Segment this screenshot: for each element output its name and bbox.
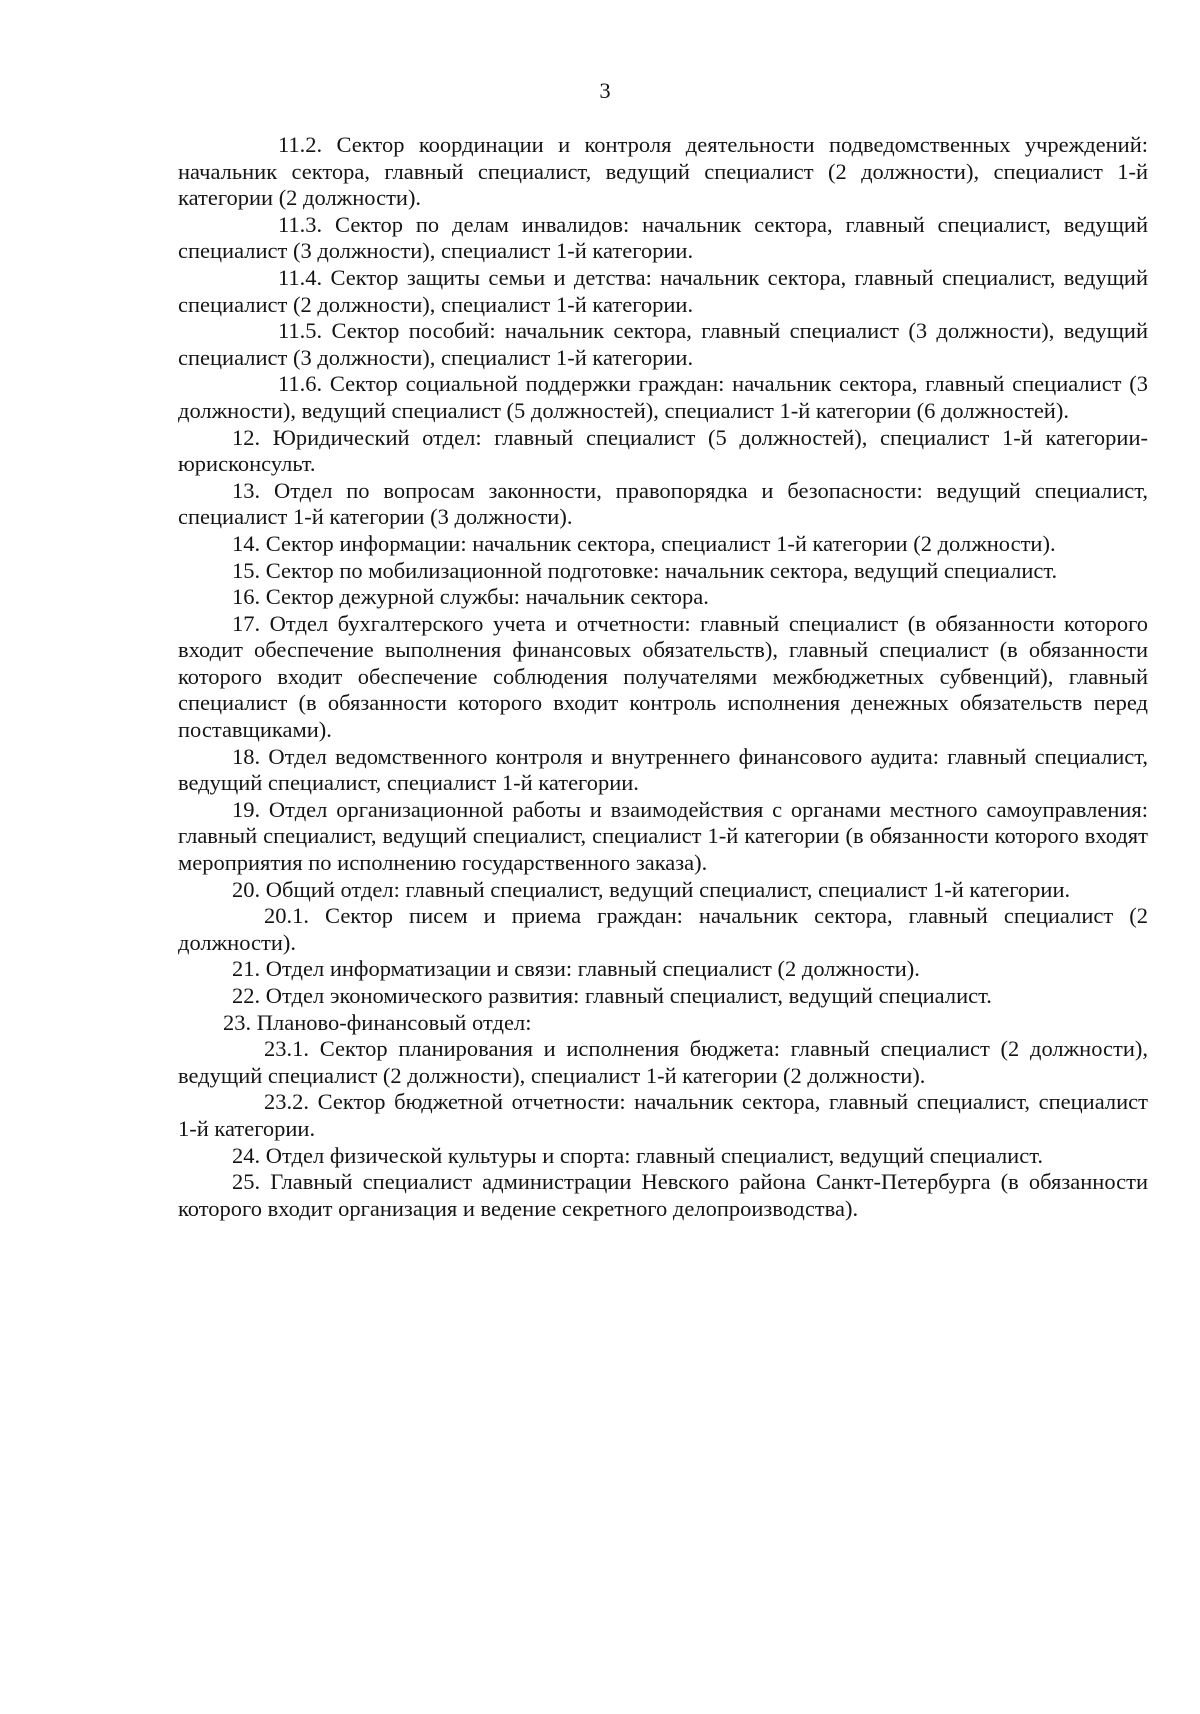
paragraph-22: 22. Отдел экономического развития: главный специалист, ведущий специалист.: [232, 983, 992, 1008]
paragraph-25: 25. Главный специалист администрации Невского района Санкт-Петербурга (в обязанности которого входит организация и ведение секретного делопроизводства).: [178, 1169, 1148, 1221]
paragraph-14: 14. Сектор информации: начальник сектора, специалист 1-й категории (2 должности).: [232, 530, 1056, 556]
paragraph-20: 20. Общий отдел: главный специалист, ведущий специалист, специалист 1-й категории.: [232, 876, 1071, 902]
paragraph-11-6: 11.6. Сектор социальной поддержки граждан: начальник сектора, главный специалист (3 должности), ведущий специалист (5 должностей), специалист 1-й категории (6 должностей).: [178, 371, 1148, 423]
paragraph-11-2: 11.2. Сектор координации и контроля деятельности подведомственных учреждений: начальник сектора, главный специалист, ведущий специалист (2 должности), специалист 1-й категории (2 должности).: [178, 132, 1148, 211]
paragraph-11-3: 11.3. Сектор по делам инвалидов: начальник сектора, главный специалист, ведущий специалист (3 должности), специалист 1-й категории.: [178, 211, 1148, 264]
document-body: [178, 132, 1148, 1222]
paragraph-16: 16. Сектор дежурной службы: начальник сектора.: [232, 584, 709, 610]
paragraph-13: 13. Отдел по вопросам законности, правопорядка и безопасности: ведущий специалист, специалист 1-й категории (3 должности).: [178, 477, 1148, 530]
paragraph-12: 12. Юридический отдел: главный специалист (5 должностей), специалист 1-й категории-юрисконсульт.: [178, 424, 1148, 477]
paragraph-15: 15. Сектор по мобилизационной подготовке: начальник сектора, ведущий специалист.: [232, 557, 1058, 583]
paragraph-23-2: 23.2. Сектор бюджетной отчетности: начальник сектора, главный специалист, специалист 1-й категории.: [178, 1089, 1148, 1141]
paragraph-23: 23. Планово-финансовый отдел:: [223, 1009, 532, 1035]
paragraph-18: 18. Отдел ведомственного контроля и внутреннего финансового аудита: главный специалист, ведущий специалист, специалист 1-й категории.: [178, 743, 1148, 796]
paragraph-11-4: 11.4. Сектор защиты семьи и детства: начальник сектора, главный специалист, ведущий специалист (2 должности), специалист 1-й категории.: [178, 264, 1148, 317]
paragraph-11-5: 11.5. Сектор пособий: начальник сектора, главный специалист (3 должности), ведущий специалист (3 должности), специалист 1-й категории.: [178, 318, 1148, 370]
paragraph-20-1: 20.1. Сектор писем и приема граждан: начальник сектора, главный специалист (2 должности).: [178, 903, 1148, 955]
paragraph-19: 19. Отдел организационной работы и взаимодействия с органами местного самоуправления: главный специалист, ведущий специалист, специалист 1-й категории (в обязанности которого входят мероприятия по исполнению государственного заказа).: [178, 796, 1148, 876]
paragraph-23-1: 23.1. Сектор планирования и исполнения бюджета: главный специалист (2 должности), ведущий специалист (2 должности), специалист 1-й категории (2 должности).: [178, 1036, 1148, 1088]
paragraph-21: 21. Отдел информатизации и связи: главный специалист (2 должности).: [232, 956, 920, 982]
paragraph-17: 17. Отдел бухгалтерского учета и отчетности: главный специалист (в обязанности которого входит обеспечение выполнения финансовых обязательств), главный специалист (в обязанности которого входит обеспечение соблюдения получателями межбюджетных субвенций), главный специалист (в обязанности которого входит контроль исполнения денежных обязательств перед поставщиками).: [178, 610, 1148, 743]
paragraph-24: 24. Отдел физической культуры и спорта: главный специалист, ведущий специалист.: [232, 1142, 1043, 1168]
page-number: 3: [599, 78, 611, 103]
